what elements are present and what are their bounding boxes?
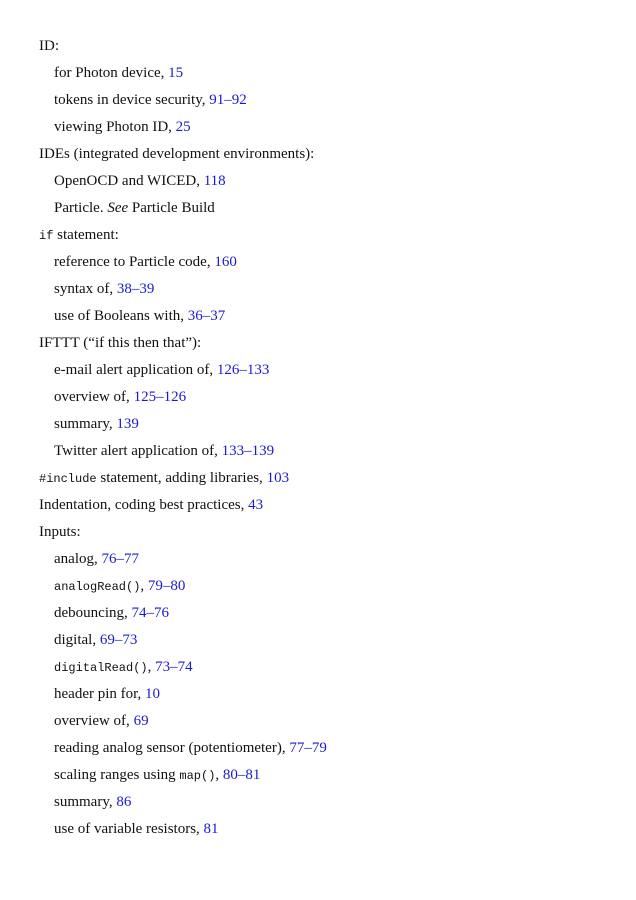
- index-entry-indentation: [0, 492, 636, 519]
- page-link[interactable]: 126–133: [216, 362, 270, 378]
- subentry-text: Particle.: [54, 200, 108, 216]
- page-link[interactable]: 86: [116, 794, 132, 810]
- page-link[interactable]: 69–73: [99, 632, 138, 648]
- index-subentry-tokens-security: [0, 87, 636, 114]
- page-link[interactable]: 74–76: [131, 605, 169, 621]
- index-subentry-header-pin: [0, 681, 636, 708]
- subentry-text: reference to Particle code,: [54, 254, 215, 270]
- index-subentry-scaling: [0, 762, 636, 789]
- entry-heading: IDEs (integrated development environments):: [39, 146, 315, 162]
- subentry-text: use of Booleans with,: [54, 308, 188, 324]
- subentry-text: reading analog sensor (potentiometer),: [54, 740, 290, 756]
- page-link[interactable]: 139: [116, 416, 139, 432]
- page-link[interactable]: 79–80: [147, 578, 186, 594]
- subentry-text: Twitter alert application of,: [54, 443, 222, 459]
- subentry-text: ,: [140, 578, 148, 594]
- index-entry-inputs: [0, 519, 636, 546]
- index-entry-ifttt: [0, 330, 636, 357]
- index-entry-id: [0, 33, 636, 60]
- subentry-text: digital,: [54, 632, 100, 648]
- index-subentry-summary: [0, 789, 636, 816]
- page-link[interactable]: 15: [168, 65, 184, 81]
- page-link[interactable]: 38–39: [116, 281, 155, 297]
- entry-heading: Indentation, coding best practices,: [39, 497, 249, 513]
- subentry-text: syntax of,: [54, 281, 117, 297]
- code-keyword: analogRead(): [54, 580, 141, 594]
- page-link[interactable]: 80–81: [222, 767, 261, 783]
- index-subentry-overview: [0, 384, 636, 411]
- index-subentry-booleans: [0, 303, 636, 330]
- index-entry-if-statement: [0, 222, 636, 249]
- index-subentry-twitter-alert: [0, 438, 636, 465]
- index-entry-ides: [0, 141, 636, 168]
- subentry-text: overview of,: [54, 389, 134, 405]
- see-reference: See: [107, 200, 129, 216]
- page-link[interactable]: 10: [145, 686, 161, 702]
- subentry-text: scaling ranges using: [54, 767, 180, 783]
- index-subentry-summary: [0, 411, 636, 438]
- index-subentry-analogread: [0, 573, 636, 600]
- index-subentry-openocd-wiced: [0, 168, 636, 195]
- code-keyword: digitalRead(): [54, 661, 148, 675]
- index-subentry-digitalread: [0, 654, 636, 681]
- entry-heading: IFTTT (“if this then that”):: [39, 335, 202, 351]
- page-link[interactable]: 77–79: [289, 740, 327, 756]
- index-subentry-digital: [0, 627, 636, 654]
- page-link[interactable]: 76–77: [101, 551, 139, 567]
- index-subentry-reference: [0, 249, 636, 276]
- page-link[interactable]: 91–92: [209, 92, 247, 108]
- page-link[interactable]: 81: [203, 821, 219, 837]
- code-keyword: map(): [179, 769, 216, 783]
- subentry-text: overview of,: [54, 713, 134, 729]
- entry-heading: statement, adding libraries,: [96, 470, 267, 486]
- subentry-text: tokens in device security,: [54, 92, 210, 108]
- subentry-text: summary,: [54, 794, 117, 810]
- entry-heading: ID:: [39, 38, 59, 54]
- page-link[interactable]: 160: [214, 254, 237, 270]
- subentry-text: ,: [147, 659, 156, 675]
- subentry-text: use of variable resistors,: [54, 821, 204, 837]
- page-link[interactable]: 133–139: [221, 443, 275, 459]
- page-link[interactable]: 25: [175, 119, 191, 135]
- index-subentry-email-alert: [0, 357, 636, 384]
- page-link[interactable]: 36–37: [187, 308, 226, 324]
- subentry-text: for Photon device,: [54, 65, 169, 81]
- subentry-text: viewing Photon ID,: [54, 119, 176, 135]
- index-subentry-syntax: [0, 276, 636, 303]
- subentry-text: summary,: [54, 416, 117, 432]
- subentry-text: Particle Build: [128, 200, 215, 216]
- page-link[interactable]: 125–126: [133, 389, 187, 405]
- code-keyword: #include: [39, 472, 97, 486]
- subentry-text: e-mail alert application of,: [54, 362, 217, 378]
- index-subentry-variable-resistors: [0, 816, 636, 843]
- page-link[interactable]: 103: [266, 470, 290, 486]
- index-page: [0, 33, 636, 843]
- subentry-text: OpenOCD and WICED,: [54, 173, 204, 189]
- subentry-text: debouncing,: [54, 605, 132, 621]
- page-link[interactable]: 69: [133, 713, 149, 729]
- index-subentry-debouncing: [0, 600, 636, 627]
- index-subentry-reading-analog: [0, 735, 636, 762]
- entry-heading: Inputs:: [39, 524, 81, 540]
- entry-heading: statement:: [53, 227, 119, 243]
- page-link[interactable]: 73–74: [155, 659, 193, 675]
- index-subentry-viewing-photon-id: [0, 114, 636, 141]
- index-subentry-analog: [0, 546, 636, 573]
- index-subentry-overview: [0, 708, 636, 735]
- page-link[interactable]: 43: [248, 497, 264, 513]
- code-keyword: if: [39, 229, 54, 243]
- subentry-text: header pin for,: [54, 686, 146, 702]
- index-entry-include: [0, 465, 636, 492]
- page-link[interactable]: 118: [203, 173, 226, 189]
- subentry-text: ,: [215, 767, 223, 783]
- index-subentry-particle: [0, 195, 636, 222]
- subentry-text: analog,: [54, 551, 102, 567]
- index-subentry-photon-device: [0, 60, 636, 87]
